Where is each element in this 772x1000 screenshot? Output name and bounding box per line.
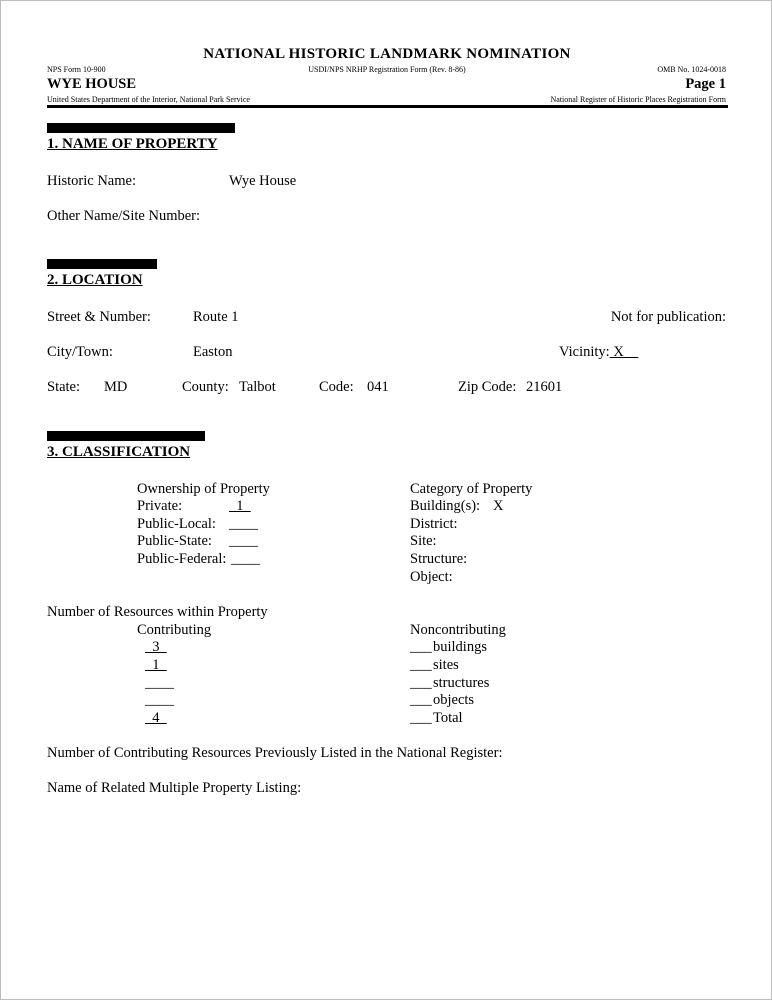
section-bar	[47, 431, 205, 441]
vicinity-field	[559, 344, 638, 361]
page-number: Page 1	[685, 76, 726, 92]
section-2-heading: 2. LOCATION	[47, 272, 143, 288]
zip-value: 21601	[526, 379, 563, 395]
noncontributing-label: structures	[433, 675, 490, 691]
ownership-value: ____	[229, 516, 258, 532]
county-label: County:	[182, 379, 229, 395]
noncontributing-heading: Noncontributing	[410, 622, 506, 638]
category-heading: Category of Property	[410, 481, 533, 497]
contributing-count: 1	[145, 657, 167, 673]
ownership-label: Public-State:	[137, 533, 212, 549]
ownership-label: Public-Federal:	[137, 551, 227, 567]
ownership-value: 1	[229, 498, 251, 514]
noncontributing-label: buildings	[433, 639, 487, 655]
category-value: X	[493, 498, 504, 514]
category-label: Site:	[410, 533, 437, 549]
contributing-count: 3	[145, 639, 167, 655]
vicinity-label: Vicinity:	[559, 344, 610, 360]
section-bar	[47, 123, 235, 133]
register-form-label: National Register of Historic Places Registration Form	[550, 95, 726, 104]
contributing-heading: Contributing	[137, 622, 212, 638]
contributing-count: 4	[145, 710, 167, 726]
previously-listed-label: Number of Contributing Resources Previously Listed in the National Register:	[47, 745, 503, 761]
section-1-heading: 1. NAME OF PROPERTY	[47, 136, 218, 152]
header-rule	[47, 105, 728, 108]
zip-label: Zip Code:	[458, 379, 517, 395]
state-value: MD	[104, 379, 128, 395]
noncontributing-label: sites	[433, 657, 459, 673]
section-3-heading: 3. CLASSIFICATION	[47, 444, 191, 460]
ownership-heading: Ownership of Property	[137, 481, 270, 497]
city-value: Easton	[193, 344, 233, 360]
category-label: Structure:	[410, 551, 468, 567]
not-for-publication-label: Not for publication:	[610, 309, 726, 325]
other-name-label: Other Name/Site Number:	[47, 208, 201, 224]
contributing-count: ____	[145, 692, 174, 708]
street-label: Street & Number:	[47, 309, 151, 325]
ownership-row	[137, 498, 182, 515]
noncontributing-label: objects	[433, 692, 475, 708]
noncontributing-blank: ___	[410, 675, 432, 691]
county-value: Talbot	[239, 379, 276, 395]
category-label: Building(s):	[410, 498, 481, 514]
multiple-listing-label: Name of Related Multiple Property Listing:	[47, 780, 302, 796]
code-label: Code:	[319, 379, 354, 395]
ownership-label: Private:	[137, 498, 183, 514]
historic-name-value: Wye House	[229, 173, 297, 189]
noncontributing-blank: ___	[410, 639, 432, 655]
ownership-value: ____	[229, 533, 258, 549]
section-bar	[47, 259, 157, 269]
category-label: Object:	[410, 569, 453, 585]
department-label: United States Department of the Interior, National Park Service	[47, 95, 250, 104]
street-value: Route 1	[193, 309, 239, 325]
city-label: City/Town:	[47, 344, 113, 360]
property-name: WYE HOUSE	[47, 76, 137, 92]
noncontributing-blank: ___	[410, 710, 432, 726]
noncontributing-label: Total	[433, 710, 463, 726]
omb-number: OMB No. 1024-0018	[657, 65, 726, 74]
noncontributing-blank: ___	[410, 657, 432, 673]
contributing-count: ____	[145, 675, 174, 691]
code-value: 041	[367, 379, 389, 395]
historic-name-label: Historic Name:	[47, 173, 136, 189]
ownership-label: Public-Local:	[137, 516, 216, 532]
registration-form-label: USDI/NPS NRHP Registration Form (Rev. 8-86)	[308, 65, 466, 74]
ownership-value: ____	[231, 551, 260, 567]
form-number: NPS Form 10-900	[47, 65, 106, 74]
form-title: NATIONAL HISTORIC LANDMARK NOMINATION	[203, 46, 571, 62]
resources-heading: Number of Resources within Property	[47, 604, 268, 620]
vicinity-value: X	[609, 344, 639, 360]
noncontributing-blank: ___	[410, 692, 432, 708]
state-label: State:	[47, 379, 81, 395]
category-label: District:	[410, 516, 458, 532]
